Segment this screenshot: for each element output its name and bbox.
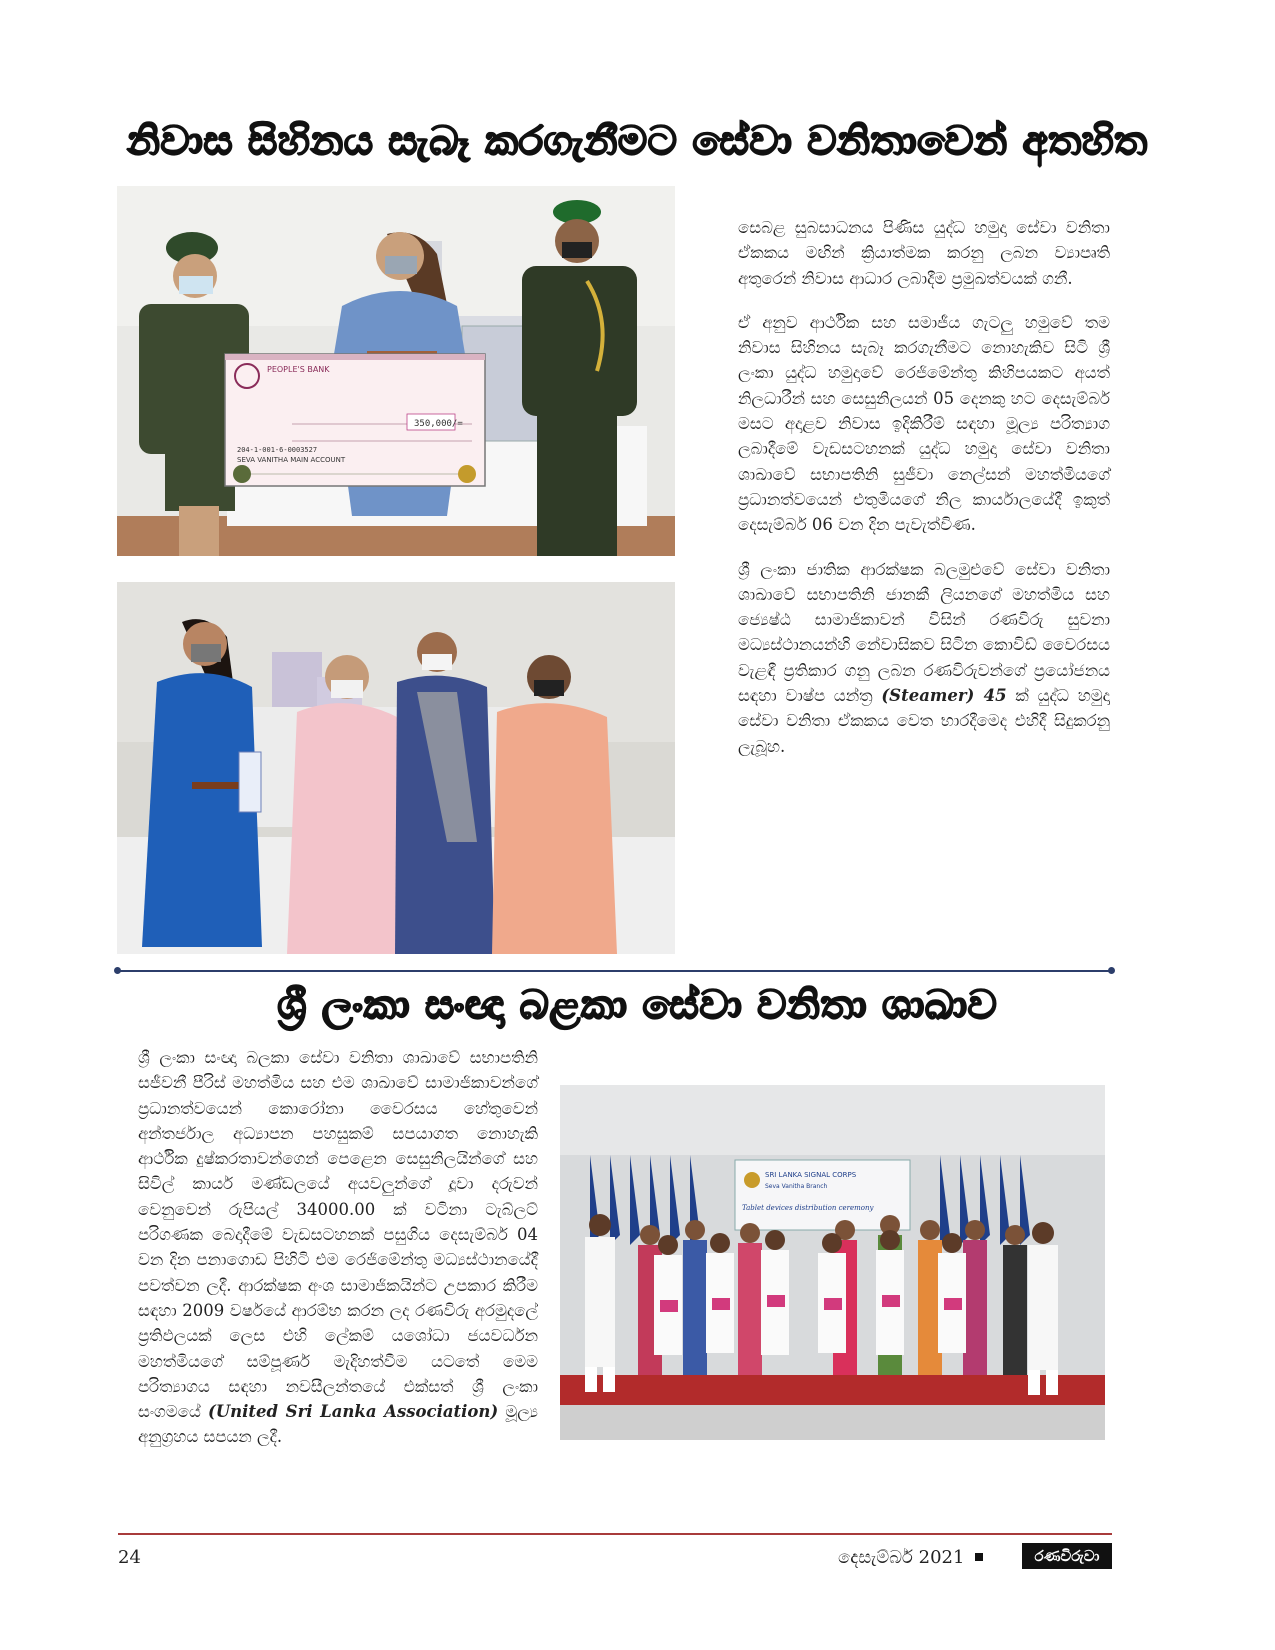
- issue-date: දෙසැම්බර් 2021: [838, 1547, 965, 1568]
- footer-rule: [118, 1533, 1112, 1535]
- article1-body: [738, 215, 1110, 778]
- banner-line2: Seva Vanitha Branch: [765, 1183, 828, 1190]
- cheque-number: 204-1-001-6-0003527: [237, 446, 318, 454]
- magazine-logo: රණවිරුවා: [1022, 1543, 1112, 1569]
- article1-title: නිවාස සිහිනය සැබෑ කරගැනීමට සේවා වනිතාවෙන් අතහිත: [127, 118, 1148, 164]
- section-divider: [118, 970, 1112, 972]
- article1-paragraph: ශ්‍රී ලංකා ජාතික ආරක්ෂක බලමුළුවේ සේවා වනිතා ශාඛාවේ සභාපතිනි ජානකී ලියනගේ මහත්මිය සහ ජ්‍යෙෂ්ඨ සාමාජිකාවන් විසින් රණවිරු සුවනා මධ්‍යස්ථානයන්හි නේවාසිකව සිටින කොවිඩ් වෛරසය වැළඳී ප්‍රතිකාර ගනු ලබන රණවිරුවන්ගේ ප්‍රයෝජනය සඳහා වාෂ්ප යන්ත්‍ර (Steamer) 45 ක් යුද්ධ හමුදා සේවා වනිතා ඒකකය වෙත භාරදීමෙද එහිදී සිදුකරනු ලැබූහ.: [738, 559, 1110, 756]
- steamer-text: (Steamer) 45: [881, 686, 1007, 706]
- divider-dot-right: [1108, 967, 1115, 974]
- banner-line3: Tablet devices distribution ceremony: [742, 1204, 874, 1212]
- article1-paragraph: ඒ අනුව ආර්ථික සහ සමාජීය ගැටලු හමුවේ තම නිවාස සිහිනය සැබෑ කරගැනීමට නොහැකිව සිටි ශ්‍රී ලංකා යුද්ධ හමුදාවේ රෙජිමේන්තු කිහිපයකට අයත් නිලධාරීන් සහ සෙසුනිලයන් 05 දෙනකු හට දෙසැම්බර් මසට අදාළව නිවාස ඉදිකිරීම් සඳහා මූල්‍ය පරිත්‍යාග ලබාදීමේ වැඩසටහනක් යුද්ධ හමුදා සේවා වනිතා ශාඛාවේ සභාපතිනි සුජීවා නෙල්සන් මහත්මියගේ ප්‍රධානත්වයෙන් එතුමියගේ නිල කාර්යාලයේදී ඉකුත් දෙසැම්බර් 06 වන දින පැවැත්විණ.: [738, 312, 1110, 535]
- article2-paragraph: ශ්‍රී ලංකා සංඥා බලකා සේවා වනිතා ශාඛාවේ සභාපතිනි සජීවනී පීරිස් මහත්මිය සහ එම ශාඛාවේ සාමාජිකාවන්ගේ ප්‍රධානත්වයෙන් කොරෝනා වෛරසය හේතුවෙන් අන්තර්ජාල අධ්‍යාපන පහසුකම් සපයාගත නොහැකි ආර්ථික දුෂ්කරතාවන්ගෙන් පෙළෙන සෙසුනිලයින්ගේ සහ සිවිල් කාර්ය මණ්ඩලයේ අයවලුන්ගේ දූවා දරුවන් වෙනුවෙන් රුපියල් 34000.00 ක් වටිනා ටැබ්ලට් පරිගණක බෙදාදීමේ වැඩසටහනක් පසුගිය දෙසැම්බර් 04 වන දින පනාගොඩ පිහිටි එම රෙජිමේන්තු මධ්‍යස්ථානයේදී පවත්වන ලදී. ආරක්ෂක අංශ සාමාජිකයින්ට උපකාර කිරීම සඳහා 2009 වර්ෂයේ ආරම්භ කරන ලද රණවිරු අරමුදලේ ප්‍රතිඵලයක් ලෙස එහි ලේකම් යශෝධා ජයවර්ධන මහත්මියගේ සම්පූර්ණ මැදිහත්වීම යටතේ මෙම පරිත්‍යාගය සඳහා නවසීලන්තයේ එක්සත් ශ්‍රී ලංකා සංගමයේ (United Sri Lanka Association) මූල්‍ය අනුග්‍රහය සපයන ලදී.: [138, 1048, 539, 1447]
- cheque-bank: PEOPLE'S BANK: [267, 365, 330, 374]
- cheque-amount: 350,000/=: [414, 419, 463, 429]
- photo-steamer-handover: [117, 582, 675, 954]
- association-text: (United Sri Lanka Association): [207, 1402, 499, 1422]
- article1-paragraph: සෙබළ සුබසාධනය පිණිස යුද්ධ හමුදා සේවා වනිතා ඒකකය මඟින් ක්‍රියාත්මක කරනු ලබන ව්‍යාපෘති අතුරෙන් නිවාස ආධාර ලබාදීම ප්‍රමුඛත්වයක් ගනී.: [738, 218, 1110, 288]
- article2-title: ශ්‍රී ලංකා සංඥා බළකා සේවා වනිතා ශාඛාව: [277, 982, 998, 1028]
- banner-line1: SRI LANKA SIGNAL CORPS: [765, 1171, 857, 1179]
- photo-tablet-distribution: [560, 1085, 1105, 1440]
- page-number: 24: [118, 1547, 141, 1568]
- cheque-account: SEVA VANITHA MAIN ACCOUNT: [237, 456, 346, 464]
- footer-square-icon: [975, 1553, 983, 1561]
- photo-cheque-presentation: [117, 186, 675, 556]
- article2-body: [138, 1045, 538, 1469]
